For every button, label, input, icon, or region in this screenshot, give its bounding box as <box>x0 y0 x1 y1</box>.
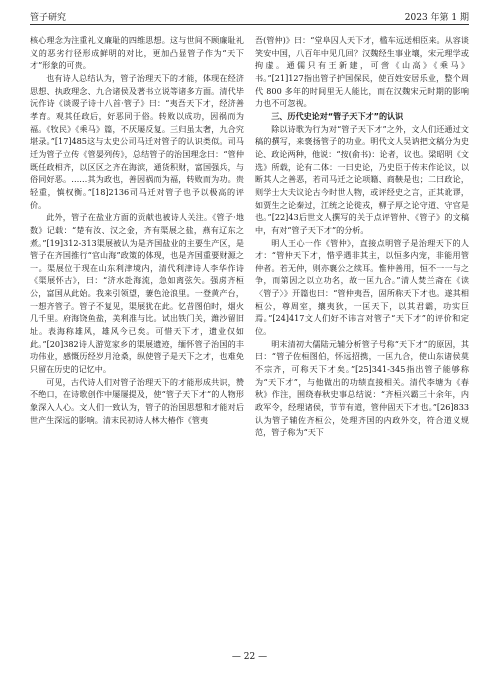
paragraph: 核心理念为注重礼义廉耻的四维思想。这与世间不顾廉耻礼义的恶劣行径形成鲜明的对比，更加凸显管子作为“天下才”形象的可贵。 <box>30 35 244 71</box>
journal-name: 管子研究 <box>30 13 67 23</box>
page-number: — 22 — <box>231 652 268 662</box>
running-header <box>30 6 469 25</box>
issue-label: 2023 年第 1 期 <box>404 13 469 23</box>
left-column <box>30 34 244 640</box>
paragraph: 此外，管子在盐业方面的贡献也被诗人关注。《管子·地数》记载：“楚有汝、汉之金，齐有渠展之盐，燕有辽东之煮。”[19]312-313渠展被认为是齐国盐业的主要生产区，是管子在齐国推行“官山海”政策的体现，也是齐国重要财源之一。渠展位于现在山东利津境内，清代利津诗人李华作诗《渠展怀古》，曰：“济水赴海流，急如离弦矢。强虏齐桓公，富国从此始。我来引领望，萋色沧浪里。一登黄产台，一想齐管子。管子不复见，渠展犹在此。忆昔图伯时，烟火几千里。府海饶鱼盐，美利准与比。试出铁门关，潍沙留旧址。表海称雄风，雄风今已矣。可惜天下才，遗业仅如此。”[20]382诗人游览家乡的渠展遗迹，缅怀管子治国的丰功伟业，感慨历经岁月沧桑，纵使管子是天下之才，也难免只留在历史的记忆中。 <box>30 212 244 375</box>
paragraph: 除以诗歌为行为对“管子天下才”之外，文人们还通过文稿的撰写，来褒扬管子的功业。明代文人吴讷把文稿分为史论、政论两种，他说：“按(俞书)：论者，议也。梁昭明《文选》所载，论有二体：一曰史论，乃史臣于传末作论议，以断其人之善恶，若司马迁之论项籍、商鞅是也；二曰政论，则学士大夫议论古今时世人物，或评经史之言，正其讹谬，如贾生之论秦过，江统之论徙戎，柳子厚之论守道、守官是也。”[22]43后世文人撰写的关于点评管仲、《管子》的文稿中，有对“管子天下才”的分析。 <box>255 123 469 235</box>
paragraph: 也有诗人总结认为，管子治理天下的才能，体现在经济思想、执政理念、九合诸侯及著书立说等诸多方面。清代毕沅作诗《谈谡子诗十八首·管子》曰：“夷吾天下才，经济善孝育。观其任政后，好恶同于俗。转败以成功，因祸而为福。《牧民》《乘马》篇，不厌屡反复。三归虽太奢，九合究堪录。”[17]485这与太史公司马迁对管子的认识类似。司马迁为管子立传《管晏列传》，总结管子的治国理念曰：“管仲既任政相齐，以区区之齐在海滨，通货积财，富国强兵，与俗同好恶。……其为政也，善因祸而为福，转败而为功。贵轻重，慎权衡。”[18]2136司马迁对管子也予以极高的评价。 <box>30 72 244 210</box>
paragraph: 可见，古代诗人们对管子治理天下的才能形成共识，赞不绝口，在诗歌创作中屡屡提及，使“管子天下才”的人物形象深入人心。文人们一致认为，管子的治国思想和才能对后世产生深远的影响。清末民初诗人林大椿作《管夷 <box>30 376 244 425</box>
paragraph: 吾(管仲)》曰：“堂阜囚人天下才，槛车远送相臣来。从容谈笑安中国，八百年中见几回？汉魏经生事业壤，宋元理学或拘虚。通儒只有王新建，可啻《山高》《乘马》书。”[21]127指出管子护国保民，使百姓安居乐业，整个周代 800 多年的时间里无人能比，而在汉魏宋元时期的影响力也不可忽视。 <box>255 35 469 109</box>
paragraph: 明人王心一作《管仲》，直接点明管子是治理天下的人才：“管仲天下才，惜乎遇非其主，以恒多内宠，非能用管仲者。若无仲，则亦襄公之续耳。惟仲善用，恒不一一与之争，而第因之以立功名，故一匡九合。”清人焚兰斋在《读〈管子〉》开篇也曰：“管仲夷吾，固所称天下才也。遂其相桓公，尊周室，攘夷狄，一匡天下，以其君霸，功实巨焉。”[24]417文人们好不讳言对管子“天下才”的评价和定位。 <box>255 237 469 337</box>
right-column <box>255 34 469 640</box>
section-heading: 三、历代史论对“管子天下才”的认识 <box>271 110 404 121</box>
paragraph: 明末清初大儒陆元辅分析管子号称“天下才”的原因，其曰：“管子佐桓图伯，怀远招携，一匡九合，使山东诸侯莫不宗齐，可称天下才矣。”[25]341-345指出管子能够称为“天下才”，与他做出的功绩直接相关。清代李塘为《春秋》作注，围绕春秋史事总结说：“齐桓兴霸三十余年，内政军令，经理诸侯，节节有道，管仲固天下才也。”[26]833认为管子辅佐齐桓公，处理齐国的内政外交，符合道义规范，管子称为“天下 <box>255 338 469 438</box>
